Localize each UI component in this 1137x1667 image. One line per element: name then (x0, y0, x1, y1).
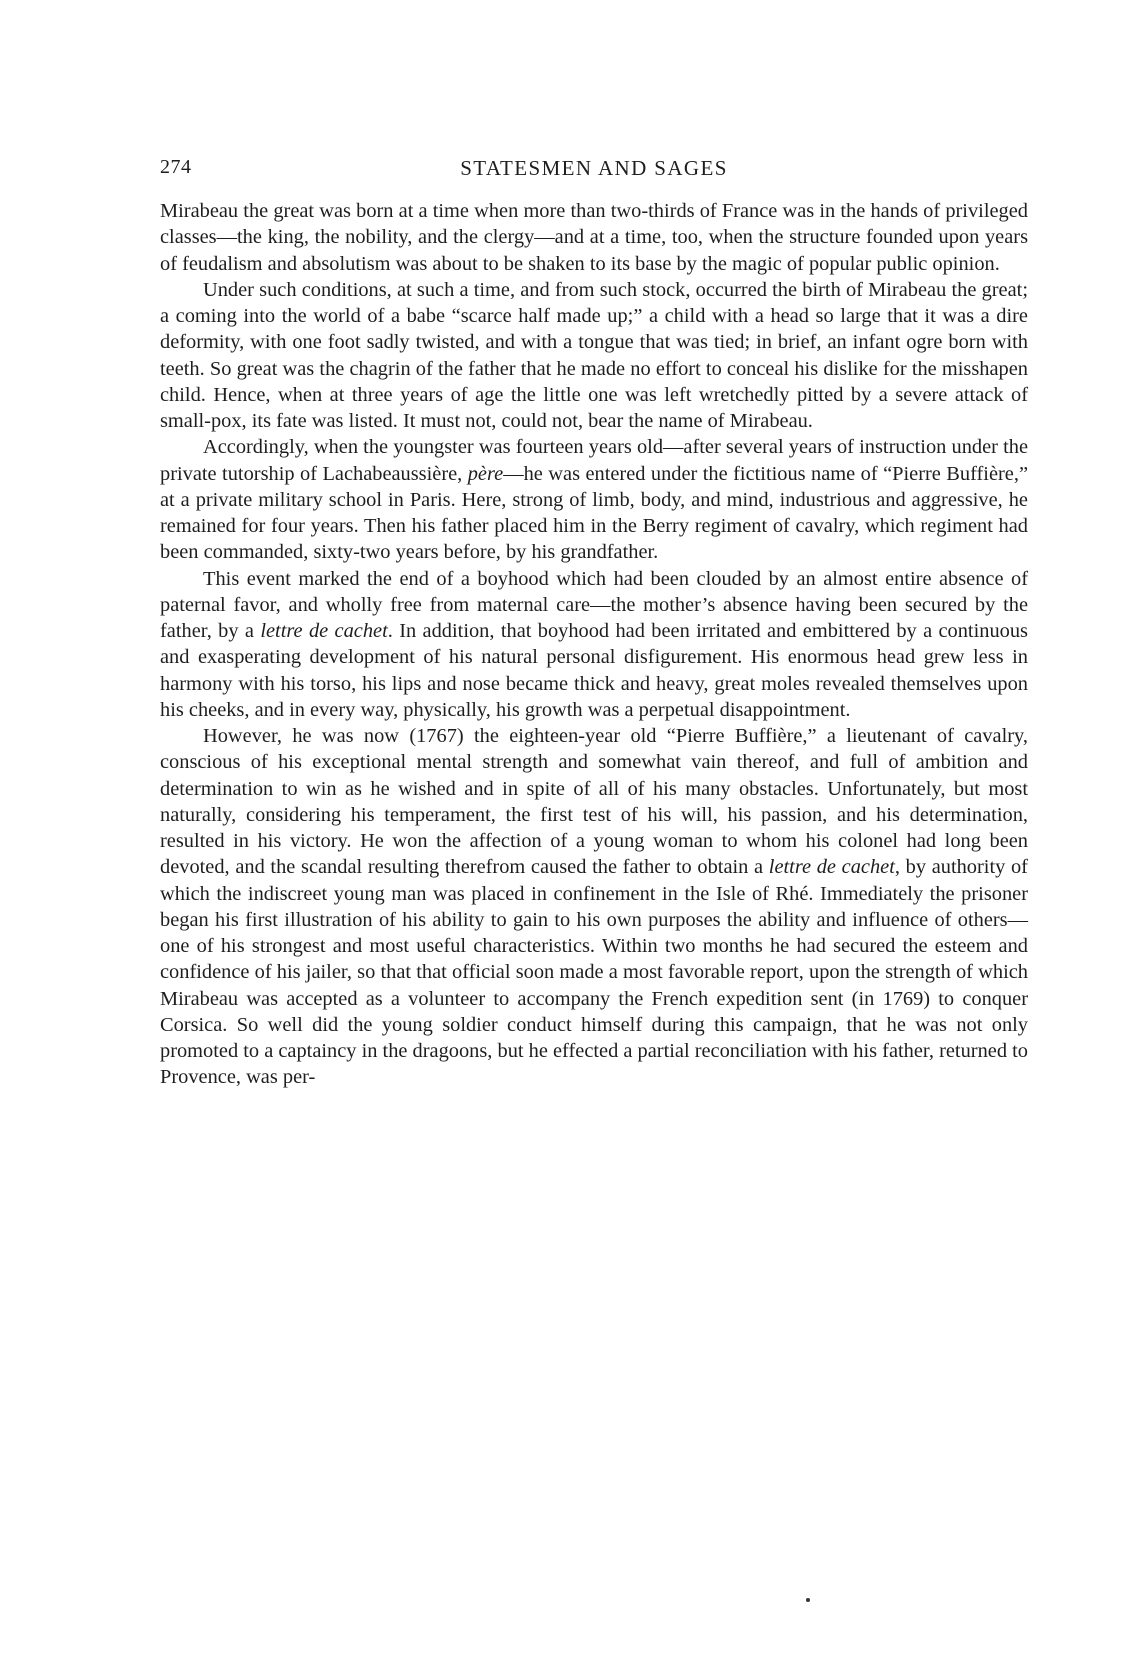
text-run: Under such conditions, at such a time, and from such stock, occurred the birth of Mirabeau the great; a coming into the world of a babe “scarce half made up;” a child with a head so large that it was a dire deformity, with one foot sadly twisted, and with a tongue that was tied; in brief, an infant ogre born with teeth. So great was the chagrin of the father that he made no effort to conceal his dislike for the misshapen child. Hence, when at three years of age the little one was left wretchedly pitted by a severe attack of small-pox, its fate was listed. It must not, could not, bear the name of Mirabeau. (160, 278, 1028, 432)
text-run: , by authority of which the indiscreet young man was placed in confinement in the Isle of Rhé. Immediately the prisoner began his first illustration of his ability to gain to his own purposes the ability and influence of others—one of his strongest and most useful characteristics. Within two months he had secured the esteem and confidence of his jailer, so that that official soon made a most favorable report, upon the strength of which Mirabeau was accepted as a volunteer to accompany the French expedition sent (in 1769) to conquer Corsica. So well did the young soldier conduct himself during this campaign, that he was not only promoted to a captaincy in the dragoons, but he effected a partial reconciliation with his father, returned to Provence, was per- (160, 856, 1028, 1089)
printer-mark (806, 1598, 810, 1602)
paragraph (160, 277, 1028, 435)
text-run: This event marked the end of a boyhood which had been clouded by an almost entire absence of paternal favor, and wholly free from maternal care—the mother’s absence having been secured by the father, by a (160, 567, 1028, 642)
paragraph (160, 434, 1028, 565)
italic-text: lettre de cachet (768, 856, 895, 879)
text-run: Accordingly, when the youngster was fourteen years old—after several years of instruction under the private tutorship of Lachabeaussière, (160, 436, 1028, 485)
text-run: Mirabeau the great was born at a time when more than two-thirds of France was in the hands of privileged classes—the king, the nobility, and the clergy—and at a time, too, when the structure founded upon years of feudalism and absolutism was about to be shaken to its base by the magic of popular public opinion. (160, 200, 1028, 275)
italic-text: lettre de cachet (260, 620, 388, 642)
page-number: 274 (160, 156, 192, 178)
text-run: However, he was now (1767) the eighteen-year old “Pierre Buffière,” a lieutenant of cavalry, conscious of his exceptional mental strength and somewhat vain thereof, and full of ambition and determination to win as he wished and in spite of all of his many obstacles. Unfortunately, but most naturally, considering his temperament, the first test of his will, his passion, and his determination, resulted in his victory. He won the affection of a young woman to whom his colonel had long been devoted, and the scandal resulting therefrom caused the father to obtain a (160, 725, 1028, 879)
page-header (160, 156, 1028, 186)
body-text (160, 198, 1028, 1091)
paragraph (160, 566, 1028, 724)
running-title: STATESMEN AND SAGES (460, 156, 728, 180)
paragraph (160, 723, 1028, 1091)
text-run: . In addition, that boyhood had been irritated and embittered by a continuous and exasperating development of his natural personal disfigurement. His enormous head grew less in harmony with his torso, his lips and nose became thick and heavy, great moles revealed themselves upon his cheeks, and in every way, physically, his growth was a perpetual disappointment. (160, 620, 1028, 721)
italic-text: père (467, 462, 504, 485)
text-run: —he was entered under the fictitious name of “Pierre Buffière,” at a private military school in Paris. Here, strong of limb, body, and mind, industrious and aggressive, he remained for four years. Then his father placed him in the Berry regiment of cavalry, which regiment had been commanded, sixty-two years before, by his grandfather. (160, 462, 1028, 564)
paragraph (160, 198, 1028, 277)
